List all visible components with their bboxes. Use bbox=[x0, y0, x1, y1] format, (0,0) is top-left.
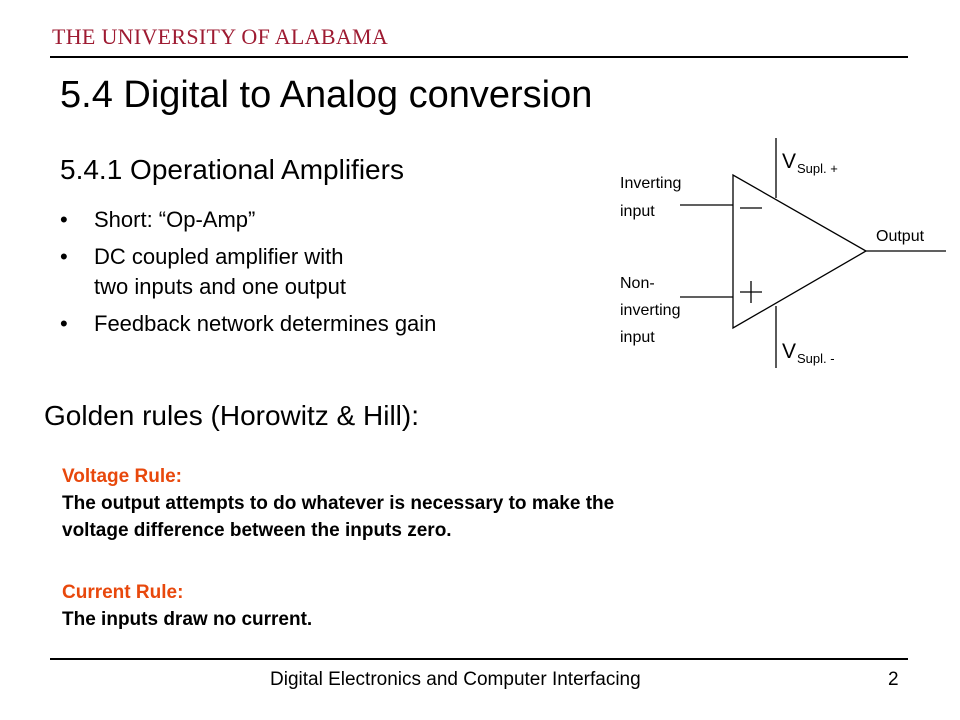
footer-divider bbox=[50, 658, 908, 660]
logo-text: THE UNIVERSITY OF ALABAMA bbox=[52, 24, 389, 49]
rule-text: The inputs draw no current. bbox=[62, 609, 313, 630]
university-logo bbox=[52, 24, 388, 50]
bullet-glyph: • bbox=[60, 311, 68, 336]
rule-heading: Voltage Rule: bbox=[62, 466, 182, 487]
rule-text-cont: voltage difference between the inputs zero. bbox=[62, 520, 452, 541]
bullet-item bbox=[60, 309, 600, 339]
inverting-input-label: Inverting input bbox=[620, 175, 682, 220]
footer-course-title: Digital Electronics and Computer Interfacing bbox=[270, 669, 641, 690]
bullet-list bbox=[60, 205, 600, 346]
plus-sign-icon bbox=[740, 281, 762, 303]
section-subtitle: 5.4.1 Operational Amplifiers bbox=[60, 154, 404, 185]
slide-title: 5.4 Digital to Analog conversion bbox=[60, 74, 593, 116]
voltage-rule bbox=[62, 463, 614, 544]
supply-positive-label: $V_{Supl. +}$ bbox=[782, 150, 838, 176]
noninverting-input-label: Non- inverting input bbox=[620, 275, 681, 346]
bullet-item bbox=[60, 242, 600, 302]
supply-negative-label: $V_{Supl. -}$ bbox=[782, 340, 835, 366]
rule-heading: Current Rule: bbox=[62, 582, 184, 603]
bullet-glyph: • bbox=[60, 207, 68, 232]
bullet-text: DC coupled amplifier with bbox=[94, 244, 344, 269]
opamp-triangle bbox=[733, 175, 866, 328]
current-rule bbox=[62, 579, 312, 633]
opamp-diagram bbox=[600, 128, 952, 373]
golden-rules-heading: Golden rules (Horowitz & Hill): bbox=[44, 400, 419, 431]
output-label: Output bbox=[876, 228, 925, 245]
header-divider bbox=[50, 56, 908, 58]
bullet-glyph: • bbox=[60, 244, 68, 269]
bullet-text-cont: two inputs and one output bbox=[94, 274, 346, 299]
bullet-item bbox=[60, 205, 600, 235]
rule-text: The output attempts to do whatever is necessary to make the bbox=[62, 493, 615, 514]
bullet-text: Short: “Op-Amp” bbox=[94, 207, 256, 232]
bullet-text: Feedback network determines gain bbox=[94, 311, 437, 336]
page-number: 2 bbox=[888, 669, 899, 690]
